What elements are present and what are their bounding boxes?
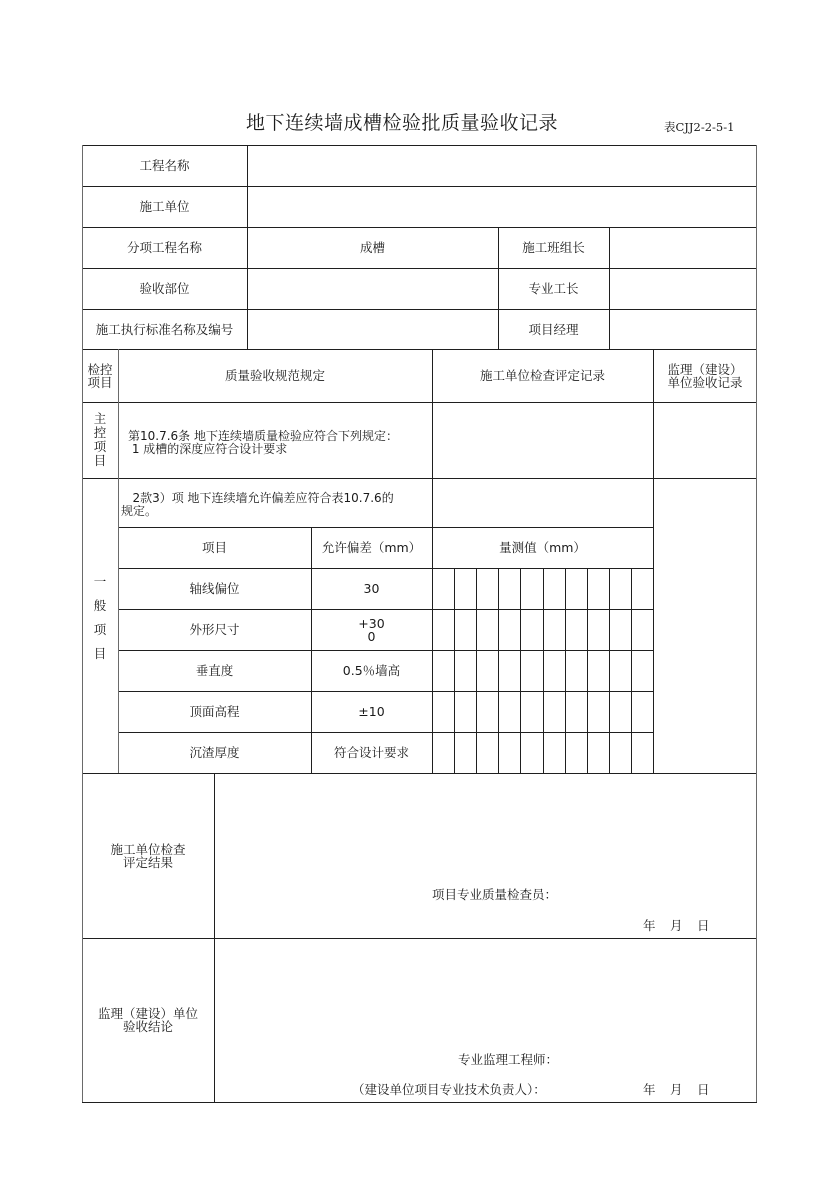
measured-value-cell[interactable] bbox=[476, 609, 498, 650]
measured-value-cell[interactable] bbox=[498, 732, 520, 773]
measured-value-cell[interactable] bbox=[631, 732, 653, 773]
main-control-char: 目 bbox=[93, 453, 107, 468]
measured-value-cell[interactable] bbox=[543, 691, 565, 732]
general-intro-line1: 2款3）项 地下连续墙允许偏差应符合表10.7.6的 bbox=[121, 491, 394, 505]
measured-value-cell[interactable] bbox=[454, 609, 476, 650]
measured-value-cell[interactable] bbox=[609, 650, 631, 691]
standard-field[interactable] bbox=[247, 309, 498, 349]
supervisor-header-line: 监理（建设） bbox=[667, 361, 743, 377]
measured-value-cell[interactable] bbox=[631, 691, 653, 732]
general-items-label bbox=[82, 570, 118, 680]
team-leader-field[interactable] bbox=[609, 227, 757, 268]
general-intro-line2: 规定。 bbox=[121, 504, 158, 518]
measured-value-cell[interactable] bbox=[543, 609, 565, 650]
team-leader-label: 施工班组长 bbox=[522, 240, 585, 255]
measured-value-cell[interactable] bbox=[520, 732, 542, 773]
contractor-result-label-line: 施工单位检查 bbox=[110, 841, 186, 857]
tolerance-table-tolerance-header: 允许偏差（mm） bbox=[321, 540, 422, 555]
tolerance-row-value bbox=[311, 691, 432, 732]
general-intro-contractor-record[interactable] bbox=[432, 478, 653, 527]
rule bbox=[82, 1102, 757, 1103]
measured-value-cell[interactable] bbox=[476, 691, 498, 732]
general-item-char: 目 bbox=[93, 646, 107, 661]
subitem-value[interactable]: 成槽 bbox=[359, 240, 385, 255]
tolerance-row-value bbox=[311, 568, 432, 609]
measured-value-cell[interactable] bbox=[520, 650, 542, 691]
measured-value-cell[interactable] bbox=[432, 568, 454, 609]
contractor-date-year: 年 bbox=[643, 918, 656, 933]
measured-value-cell[interactable] bbox=[565, 732, 587, 773]
standard-label: 施工执行标准名称及编号 bbox=[95, 321, 234, 337]
category-header-line: 项目 bbox=[87, 374, 113, 390]
measured-value-cell[interactable] bbox=[498, 691, 520, 732]
measured-value-cell[interactable] bbox=[609, 568, 631, 609]
measured-value-cell[interactable] bbox=[587, 691, 609, 732]
tolerance-table-item-header: 项目 bbox=[201, 540, 227, 555]
contractor-record-header: 施工单位检查评定记录 bbox=[479, 368, 605, 383]
measured-value-cell[interactable] bbox=[454, 650, 476, 691]
measured-value-cell[interactable] bbox=[565, 609, 587, 650]
foreman-label: 专业工长 bbox=[528, 281, 579, 296]
contractor-result-field[interactable] bbox=[214, 773, 757, 938]
contractor-result-label bbox=[82, 773, 214, 938]
measured-value-cell[interactable] bbox=[609, 609, 631, 650]
tolerance-row-value bbox=[311, 650, 432, 691]
measured-value-cell[interactable] bbox=[543, 732, 565, 773]
form-code: 表CJJ2-2-5-1 bbox=[664, 120, 735, 134]
measured-value-cell[interactable] bbox=[565, 691, 587, 732]
project-manager-label: 项目经理 bbox=[528, 321, 579, 337]
category-header bbox=[82, 349, 118, 402]
measured-value-cell[interactable] bbox=[631, 568, 653, 609]
subitem-label: 分项工程名称 bbox=[126, 240, 202, 255]
supervisor-date-day: 日 bbox=[697, 1082, 710, 1097]
general-item-char: 项 bbox=[93, 622, 107, 637]
measured-value-cell[interactable] bbox=[520, 691, 542, 732]
tolerance-row-item: 垂直度 bbox=[195, 663, 234, 678]
project-name-field[interactable] bbox=[247, 145, 757, 186]
main-control-char: 项 bbox=[93, 439, 107, 454]
measured-value-cell[interactable] bbox=[432, 691, 454, 732]
measured-value-cell[interactable] bbox=[432, 650, 454, 691]
tolerance-value-line: 0 bbox=[367, 628, 376, 644]
tolerance-row-item: 顶面高程 bbox=[189, 704, 240, 719]
supervisor-conclusion-label-line: 验收结论 bbox=[122, 1019, 173, 1034]
measured-value-cell[interactable] bbox=[520, 609, 542, 650]
measured-value-cell[interactable] bbox=[631, 609, 653, 650]
quality-inspector-label: 项目专业质量检查员： bbox=[432, 887, 558, 902]
supervisor-date-month: 月 bbox=[670, 1082, 683, 1097]
construction-unit-label: 施工单位 bbox=[139, 199, 190, 214]
supervisor-conclusion-label bbox=[82, 938, 214, 1102]
measured-value-cell[interactable] bbox=[498, 609, 520, 650]
measured-value-cell[interactable] bbox=[543, 650, 565, 691]
tolerance-value-line: 0.5％墙高 bbox=[342, 663, 401, 678]
main-control-label bbox=[82, 402, 118, 478]
main-control-char: 主 bbox=[93, 411, 107, 426]
acceptance-part-field[interactable] bbox=[247, 268, 498, 309]
supervisor-record-header bbox=[653, 349, 757, 402]
measured-value-cell[interactable] bbox=[498, 568, 520, 609]
general-supervisor-record[interactable] bbox=[653, 478, 757, 773]
acceptance-part-label: 验收部位 bbox=[139, 281, 190, 296]
measured-value-cell[interactable] bbox=[587, 609, 609, 650]
general-item-char: 般 bbox=[93, 598, 107, 613]
tolerance-table-measured-header: 量测值（mm） bbox=[499, 540, 586, 555]
supervisor-conclusion-label-line: 监理（建设）单位 bbox=[97, 1006, 198, 1021]
contractor-date-month: 月 bbox=[670, 918, 683, 933]
main-control-char: 控 bbox=[93, 425, 107, 440]
measured-value-cell[interactable] bbox=[454, 732, 476, 773]
general-item-char: 一 bbox=[93, 574, 107, 589]
tolerance-row-item: 沉渣厚度 bbox=[189, 745, 240, 760]
measured-value-cell[interactable] bbox=[476, 568, 498, 609]
measured-value-cell[interactable] bbox=[565, 650, 587, 691]
main-control-spec-line2: 1 成槽的深度应符合设计要求 bbox=[128, 442, 288, 456]
supervisor-header-line: 单位验收记录 bbox=[667, 374, 743, 390]
measured-value-cell[interactable] bbox=[587, 568, 609, 609]
measured-value-cell[interactable] bbox=[454, 568, 476, 609]
measured-value-cell[interactable] bbox=[565, 568, 587, 609]
foreman-field[interactable] bbox=[609, 268, 757, 309]
form-title: 地下连续墙成槽检验批质量验收记录 bbox=[246, 112, 559, 134]
main-control-spec-line1: 第10.7.6条 地下连续墙质量检验应符合下列规定： bbox=[128, 429, 398, 443]
tolerance-row-value bbox=[311, 609, 432, 650]
measured-value-cell[interactable] bbox=[476, 732, 498, 773]
measured-value-cell[interactable] bbox=[432, 732, 454, 773]
measured-value-cell[interactable] bbox=[454, 691, 476, 732]
tolerance-row-item: 外形尺寸 bbox=[189, 622, 240, 637]
measured-value-cell[interactable] bbox=[587, 732, 609, 773]
tolerance-row-item: 轴线偏位 bbox=[189, 581, 240, 596]
tolerance-value-line: 30 bbox=[363, 581, 380, 596]
measured-value-cell[interactable] bbox=[609, 691, 631, 732]
tolerance-value-line: 符合设计要求 bbox=[333, 745, 409, 760]
supervising-engineer-label: 专业监理工程师： bbox=[458, 1052, 559, 1067]
measured-value-cell[interactable] bbox=[520, 568, 542, 609]
tolerance-row-value bbox=[311, 732, 432, 773]
measured-value-cell[interactable] bbox=[476, 650, 498, 691]
contractor-result-label-line: 评定结果 bbox=[122, 854, 173, 870]
tolerance-value-line: +30 bbox=[358, 615, 385, 631]
construction-unit-field[interactable] bbox=[247, 186, 757, 227]
measured-value-cell[interactable] bbox=[432, 609, 454, 650]
measured-value-cell[interactable] bbox=[498, 650, 520, 691]
measured-value-cell[interactable] bbox=[609, 732, 631, 773]
project-name-label: 工程名称 bbox=[139, 158, 190, 173]
project-manager-field[interactable] bbox=[609, 309, 757, 349]
category-header-line: 检控 bbox=[87, 361, 113, 377]
contractor-date-day: 日 bbox=[697, 918, 710, 933]
measured-value-cell[interactable] bbox=[543, 568, 565, 609]
owner-technical-lead-label: （建设单位项目专业技术负责人）： bbox=[352, 1082, 546, 1097]
tolerance-value-line: ±10 bbox=[358, 704, 385, 719]
measured-value-cell[interactable] bbox=[631, 650, 653, 691]
spec-header: 质量验收规范规定 bbox=[224, 368, 325, 383]
supervisor-date-year: 年 bbox=[643, 1082, 656, 1097]
main-control-supervisor-record[interactable] bbox=[653, 402, 757, 478]
main-control-contractor-record[interactable] bbox=[432, 402, 653, 478]
measured-value-cell[interactable] bbox=[587, 650, 609, 691]
supervisor-conclusion-field[interactable] bbox=[214, 938, 757, 1102]
